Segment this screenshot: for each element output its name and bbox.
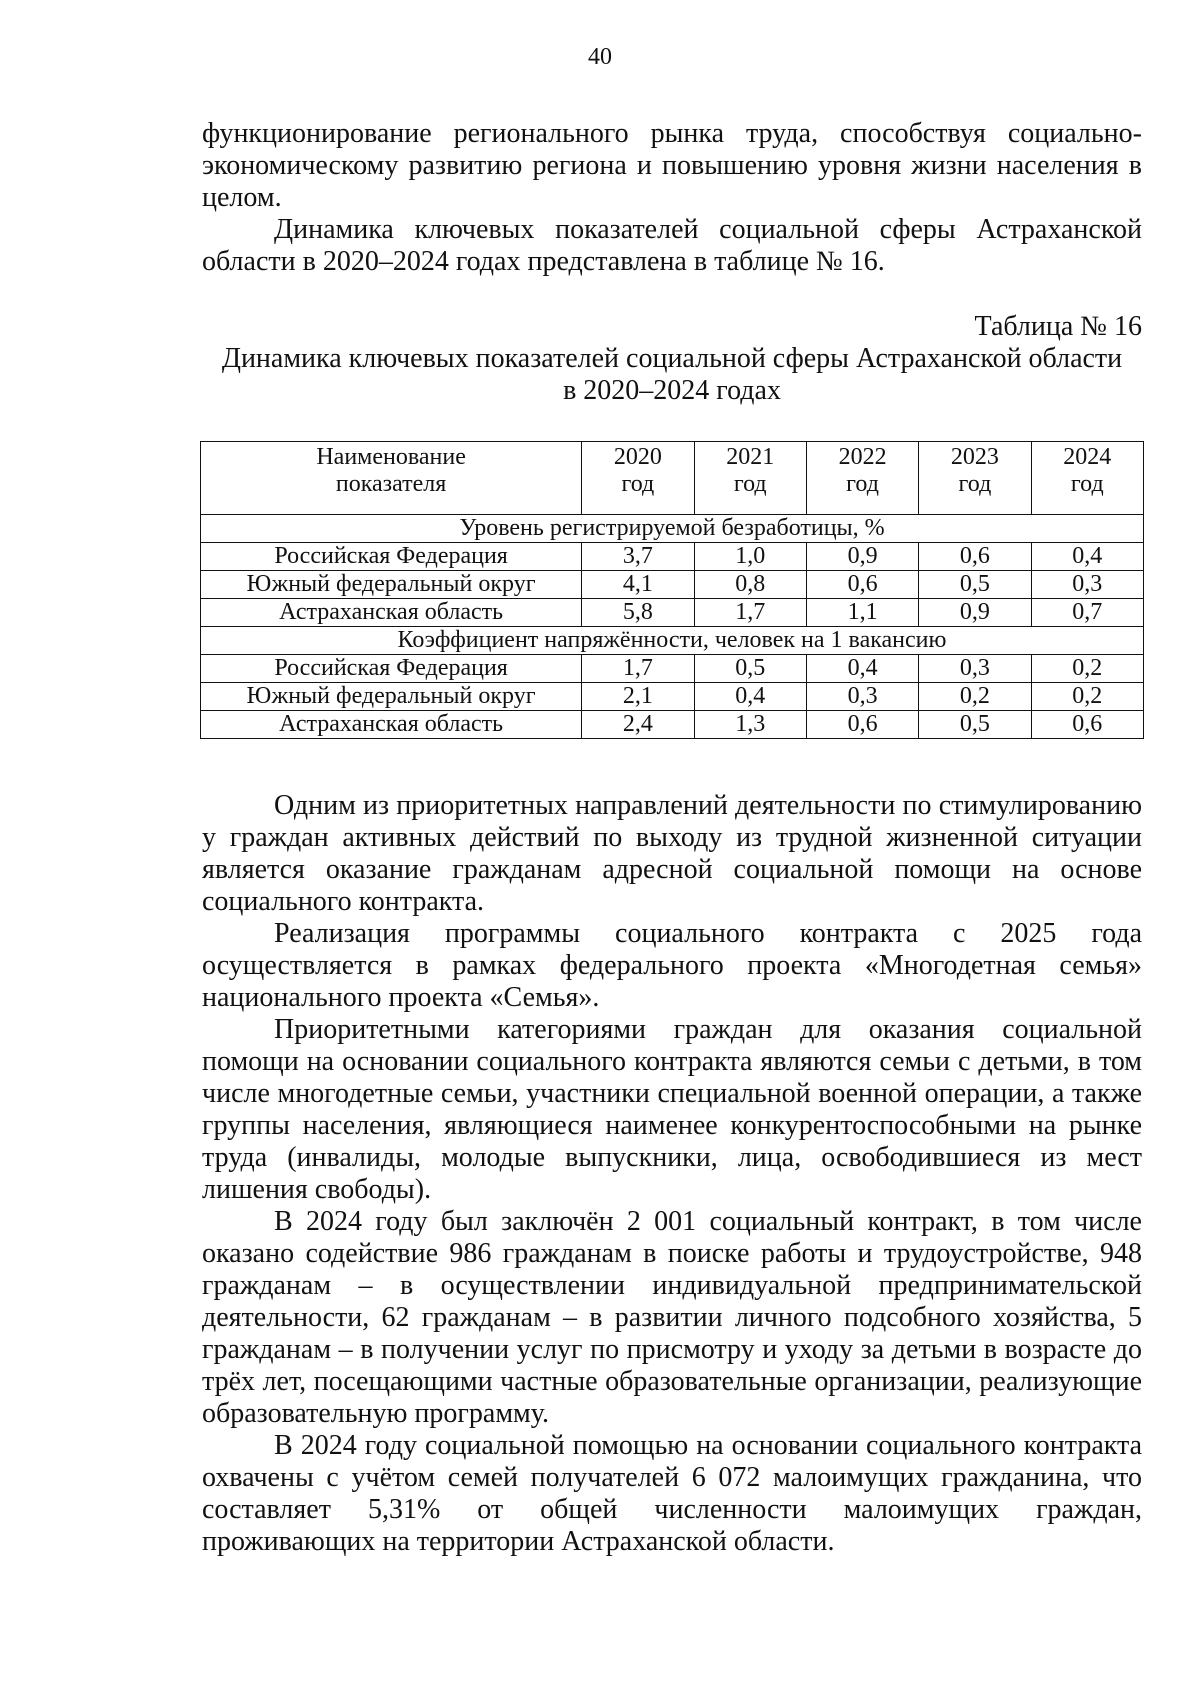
table-cell: 0,6: [806, 571, 918, 599]
header-year-2023: [919, 442, 1031, 515]
body-paragraph-1: Одним из приоритетных направлений деятельности по стимулированию у граждан активных действий по выходу из трудной жизненной ситуации является оказание гражданам адресной социальной помощи на основе социального контракта.: [202, 790, 1142, 917]
header-year-2020: [582, 442, 694, 515]
table-title-line-2: в 2020–2024 годах: [563, 375, 781, 406]
table-row: [201, 571, 1144, 599]
table-cell: 0,4: [694, 683, 806, 711]
row-name: Российская Федерация: [201, 543, 582, 571]
table-number: Таблица № 16: [974, 311, 1142, 342]
table-cell: 0,4: [1031, 543, 1143, 571]
table-row: [201, 599, 1144, 627]
page-number: 40: [588, 44, 612, 70]
header-year-unit: год: [621, 471, 655, 497]
header-year: 2020: [613, 444, 662, 470]
section-title-unemployment: Уровень регистрируемой безработицы, %: [201, 515, 1144, 543]
header-year: 2023: [950, 444, 999, 470]
table-cell: 1,1: [806, 599, 918, 627]
header-year: 2024: [1063, 444, 1112, 470]
table-cell: 0,3: [919, 655, 1031, 683]
header-indicator-name: [201, 442, 582, 515]
table-cell: 0,4: [806, 655, 918, 683]
table-cell: 0,2: [1031, 655, 1143, 683]
header-year-unit: год: [1070, 471, 1104, 497]
header-name-line-1: Наименование: [316, 444, 466, 470]
table-title-line-1: Динамика ключевых показателей социальной сферы Астраханской области: [221, 343, 1123, 374]
table-cell: 0,9: [806, 543, 918, 571]
header-name-line-2: показателя: [335, 471, 447, 497]
row-name: Южный федеральный округ: [201, 571, 582, 599]
table-row: [201, 683, 1144, 711]
body-paragraph-2: Реализация программы социального контракта с 2025 года осуществляется в рамках федерального проекта «Многодетная семья» национального проекта «Семья».: [202, 918, 1142, 1013]
table-cell: 0,3: [806, 683, 918, 711]
header-year-2021: [694, 442, 806, 515]
table-cell: 3,7: [582, 543, 694, 571]
table-cell: 0,3: [1031, 571, 1143, 599]
table-cell: 0,7: [1031, 599, 1143, 627]
row-name: Астраханская область: [201, 599, 582, 627]
intro-paragraph-2: Динамика ключевых показателей социальной сферы Астраханской области в 2020–2024 годах представлена в таблице № 16.: [202, 214, 1142, 277]
table-cell: 0,5: [919, 571, 1031, 599]
table-cell: 1,7: [582, 655, 694, 683]
table-cell: 4,1: [582, 571, 694, 599]
table-cell: 2,1: [582, 683, 694, 711]
row-name: Российская Федерация: [201, 655, 582, 683]
body-text: [202, 790, 1142, 1558]
intro-paragraph-1: функционирование регионального рынка труда, способствуя социально-экономическому развитию региона и повышению уровня жизни населения в целом.: [202, 118, 1142, 213]
table-cell: 0,6: [806, 711, 918, 739]
section-header-row: [201, 515, 1144, 543]
row-name: Южный федеральный округ: [201, 683, 582, 711]
table-row: [201, 655, 1144, 683]
table-cell: 2,4: [582, 711, 694, 739]
table-header-row: [201, 442, 1144, 515]
header-year-2022: [806, 442, 918, 515]
table-cell: 0,6: [1031, 711, 1143, 739]
table-row: [201, 543, 1144, 571]
table-caption: [202, 311, 1142, 407]
section-title-tension: Коэффициент напряжённости, человек на 1 вакансию: [201, 627, 1144, 655]
header-year-unit: год: [958, 471, 992, 497]
indicators-table: [200, 441, 1144, 739]
table-row: [201, 711, 1144, 739]
header-year-unit: год: [733, 471, 767, 497]
table-cell: 0,2: [919, 683, 1031, 711]
body-paragraph-4: В 2024 году был заключён 2 001 социальный контракт, в том числе оказано содействие 986 гражданам в поиске работы и трудоустройстве, 948 гражданам – в осуществлении индивидуальной предпринимательской деятельности, 62 гражданам – в развитии личного подсобного хозяйства, 5 гражданам – в получении услуг по присмотру и уходу за детьми в возрасте до трёх лет, посещающими частные образовательные организации, реализующие образовательную программу.: [202, 1206, 1142, 1429]
table-cell: 5,8: [582, 599, 694, 627]
body-paragraph-3: Приоритетными категориями граждан для оказания социальной помощи на основании социального контракта являются семьи с детьми, в том числе многодетные семьи, участники специальной военной операции, а также группы населения, являющиеся наименее конкурентоспособными на рынке труда (инвалиды, молодые выпускники, лица, освободившиеся из мест лишения свободы).: [202, 1014, 1142, 1205]
header-year: 2022: [838, 444, 887, 470]
table-cell: 1,3: [694, 711, 806, 739]
row-name: Астраханская область: [201, 711, 582, 739]
table-cell: 0,9: [919, 599, 1031, 627]
header-year-2024: [1031, 442, 1143, 515]
body-paragraph-5: В 2024 году социальной помощью на основании социального контракта охвачены с учётом семей получателей 6 072 малоимущих гражданина, что составляет 5,31% от общей численности малоимущих граждан, проживающих на территории Астраханской области.: [202, 1430, 1142, 1557]
table-cell: 0,2: [1031, 683, 1143, 711]
header-year: 2021: [726, 444, 775, 470]
table-cell: 0,5: [694, 655, 806, 683]
intro-text: [202, 118, 1142, 278]
table-cell: 0,6: [919, 543, 1031, 571]
section-header-row: [201, 627, 1144, 655]
table-cell: 0,8: [694, 571, 806, 599]
header-year-unit: год: [846, 471, 879, 497]
table-cell: 1,0: [694, 543, 806, 571]
table-cell: 0,5: [919, 711, 1031, 739]
table-cell: 1,7: [694, 599, 806, 627]
